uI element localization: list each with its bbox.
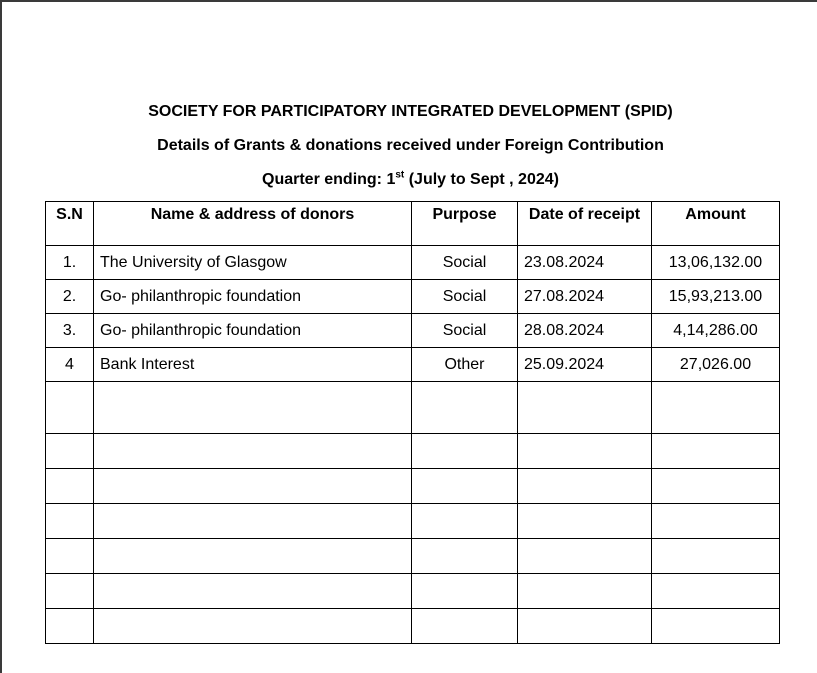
table-row — [46, 280, 780, 314]
quarter-suffix: (July to Sept , 2024) — [404, 171, 559, 188]
cell-date: 27.08.2024 — [518, 280, 652, 314]
empty-table-row — [46, 609, 780, 644]
organization-title: SOCIETY FOR PARTICIPATORY INTEGRATED DEVELOPMENT (SPID) — [148, 103, 673, 120]
cell-date: 23.08.2024 — [518, 246, 652, 280]
empty-cell — [412, 469, 518, 504]
empty-cell — [412, 434, 518, 469]
empty-cell — [46, 382, 94, 434]
empty-cell — [652, 574, 780, 609]
empty-table-row — [46, 434, 780, 469]
cell-sn: 4 — [46, 348, 94, 382]
cell-donor-name: Bank Interest — [94, 348, 412, 382]
empty-cell — [46, 539, 94, 574]
cell-donor-name: Go- philanthropic foundation — [94, 280, 412, 314]
empty-cell — [94, 469, 412, 504]
table-row — [46, 246, 780, 280]
empty-cell — [652, 609, 780, 644]
cell-amount: 4,14,286.00 — [652, 314, 780, 348]
empty-cell — [518, 469, 652, 504]
empty-cell — [652, 434, 780, 469]
empty-cell — [94, 504, 412, 539]
cell-amount: 15,93,213.00 — [652, 280, 780, 314]
empty-cell — [46, 469, 94, 504]
empty-cell — [94, 539, 412, 574]
empty-cell — [652, 469, 780, 504]
empty-cell — [94, 382, 412, 434]
grants-table — [45, 201, 780, 644]
empty-cell — [412, 539, 518, 574]
empty-cell — [412, 382, 518, 434]
cell-sn: 1. — [46, 246, 94, 280]
empty-cell — [94, 609, 412, 644]
empty-cell — [412, 504, 518, 539]
empty-cell — [94, 434, 412, 469]
cell-amount: 13,06,132.00 — [652, 246, 780, 280]
empty-cell — [652, 382, 780, 434]
cell-donor-name: The University of Glasgow — [94, 246, 412, 280]
empty-cell — [412, 609, 518, 644]
header-sn: S.N — [46, 202, 94, 246]
table-row — [46, 348, 780, 382]
empty-cell — [652, 539, 780, 574]
header-donor-name: Name & address of donors — [94, 202, 412, 246]
empty-table-row — [46, 539, 780, 574]
empty-cell — [652, 504, 780, 539]
empty-table-row — [46, 382, 780, 434]
cell-purpose: Social — [412, 246, 518, 280]
empty-cell — [518, 382, 652, 434]
empty-table-row — [46, 469, 780, 504]
cell-purpose: Social — [412, 280, 518, 314]
empty-table-row — [46, 504, 780, 539]
empty-cell — [94, 574, 412, 609]
quarter-heading — [2, 170, 817, 190]
quarter-prefix: Quarter ending: 1 — [262, 171, 396, 188]
cell-sn: 2. — [46, 280, 94, 314]
empty-cell — [412, 574, 518, 609]
empty-cell — [518, 504, 652, 539]
header-date-of-receipt: Date of receipt — [518, 202, 652, 246]
table-header-row — [46, 202, 780, 246]
cell-date: 25.09.2024 — [518, 348, 652, 382]
header-purpose: Purpose — [412, 202, 518, 246]
empty-cell — [518, 539, 652, 574]
quarter-ordinal: st — [395, 169, 405, 181]
cell-donor-name: Go- philanthropic foundation — [94, 314, 412, 348]
cell-purpose: Other — [412, 348, 518, 382]
empty-cell — [46, 504, 94, 539]
empty-cell — [46, 434, 94, 469]
empty-table-row — [46, 574, 780, 609]
cell-sn: 3. — [46, 314, 94, 348]
empty-cell — [518, 574, 652, 609]
empty-cell — [518, 434, 652, 469]
empty-cell — [46, 609, 94, 644]
cell-date: 28.08.2024 — [518, 314, 652, 348]
table-row — [46, 314, 780, 348]
empty-cell — [46, 574, 94, 609]
header-amount: Amount — [652, 202, 780, 246]
cell-amount: 27,026.00 — [652, 348, 780, 382]
cell-purpose: Social — [412, 314, 518, 348]
document-subtitle: Details of Grants & donations received under Foreign Contribution — [157, 137, 664, 154]
empty-cell — [518, 609, 652, 644]
